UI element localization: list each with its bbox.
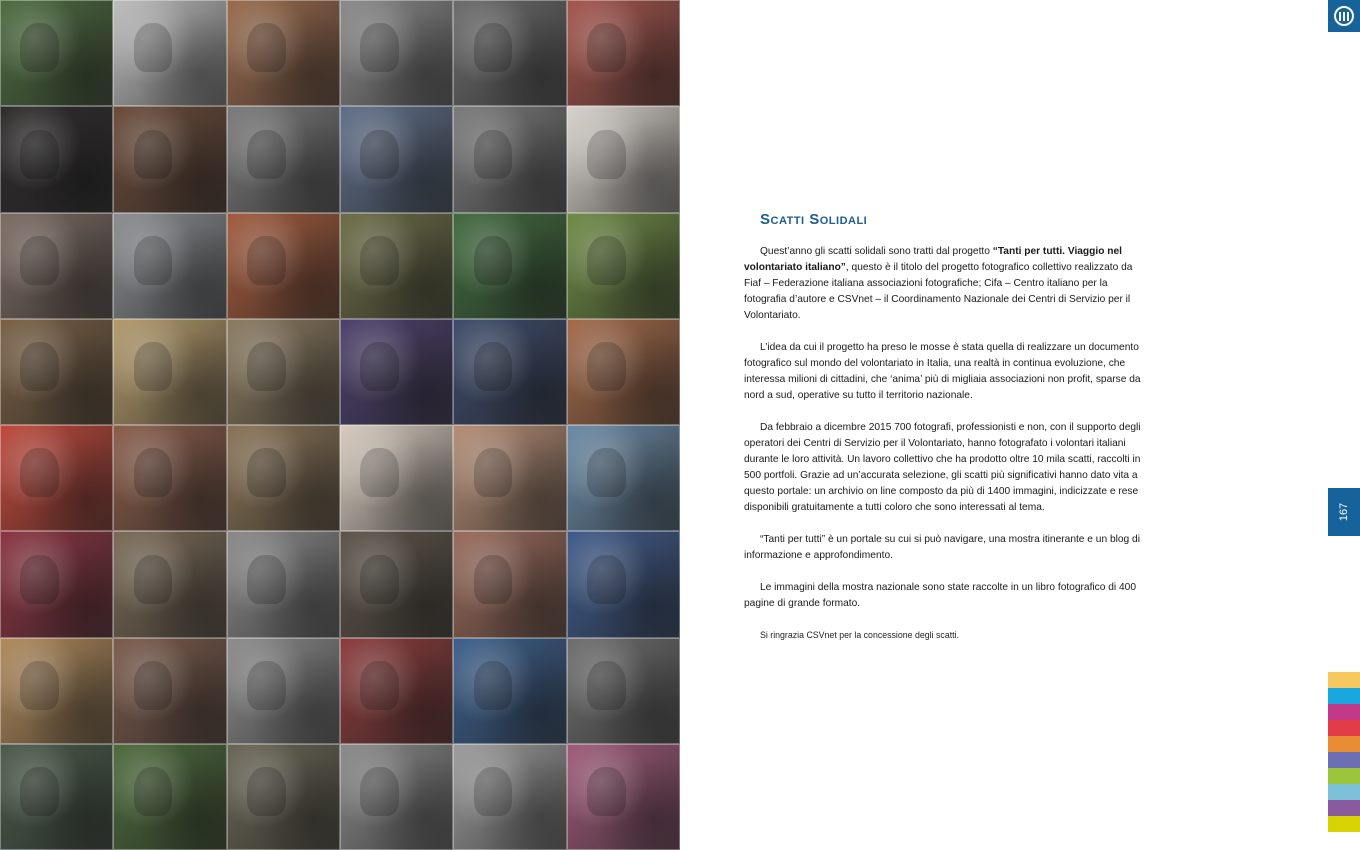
photo-tile <box>227 319 340 425</box>
photo-tile <box>453 0 566 106</box>
photo-tile <box>453 106 566 212</box>
photo-tile <box>0 531 113 637</box>
color-swatch <box>1328 784 1360 800</box>
photo-tile <box>113 0 226 106</box>
logo-bar <box>1339 12 1341 21</box>
photo-tile <box>567 213 680 319</box>
photo-tile <box>453 744 566 850</box>
page-title: Scatti Solidali <box>760 211 868 228</box>
color-swatch <box>1328 688 1360 704</box>
photo-tile <box>340 425 453 531</box>
color-swatch <box>1328 800 1360 816</box>
photo-tile <box>453 638 566 744</box>
paragraph-3: Da febbraio a dicembre 2015 700 fotografi, professionisti e non, con il supporto degli operatori dei Centri di Servizio per il Volontariato, hanno fotografato i volontari italiani durante le loro attività. Un lavoro collettivo che ha prodotto oltre 10 mila scatti, raccolti in 500 portfoli. Grazie ad un’accurata selezione, gli scatti più significativi hanno dato vita a questo portale: un archivio on line composto da più di 1400 immagini, indicizzate e rese disponibili gratuitamente a tutti coloro che sono interessati al tema. <box>744 422 1141 513</box>
photo-tile <box>453 531 566 637</box>
photo-tile <box>113 213 226 319</box>
color-swatch <box>1328 704 1360 720</box>
photo-tile <box>0 319 113 425</box>
photo-tile <box>113 106 226 212</box>
paragraph-5: Le immagini della mostra nazionale sono state raccolte in un libro fotografico di 400 pagine di grande formato. <box>744 582 1137 609</box>
photo-tile <box>227 425 340 531</box>
color-swatch <box>1328 672 1360 688</box>
project-title: “Tanti per tutti. Viaggio nel volontariato italiano” <box>744 246 1122 273</box>
photo-tile <box>340 638 453 744</box>
photo-tile <box>453 425 566 531</box>
photo-tile <box>113 638 226 744</box>
paragraph-2: L’idea da cui il progetto ha preso le mosse è stata quella di realizzare un documento fotografico sul mondo del volontariato in Italia, una realtà in continua evoluzione, che interessa milioni di cittadini, che ‘anima’ più di migliaia associazioni non profit, sparse da nord a sud, operative su tutto il territorio nazionale. <box>744 342 1141 401</box>
photo-tile <box>567 319 680 425</box>
photo-tile <box>340 0 453 106</box>
photo-tile <box>113 531 226 637</box>
photo-tile <box>227 531 340 637</box>
photo-tile <box>567 744 680 850</box>
photo-tile <box>0 744 113 850</box>
color-swatch <box>1328 816 1360 832</box>
photo-tile <box>567 106 680 212</box>
photo-tile <box>0 638 113 744</box>
photo-tile <box>227 213 340 319</box>
photo-tile <box>340 531 453 637</box>
photo-tile <box>340 319 453 425</box>
photo-tile <box>227 638 340 744</box>
logo-bar <box>1347 12 1349 21</box>
logo-ring <box>1334 6 1354 26</box>
paragraph-1-suffix: , questo è il titolo del progetto fotografico collettivo realizzato da Fiaf – Federazione italiana associazioni fotografiche; Cifa – Centro italiano per la fotografia d’autore e CSVnet – il Coordinamento Nazionale dei Centri di Servizio per il Volontariato. <box>744 262 1133 321</box>
page-number-tab <box>1328 488 1360 536</box>
pause-logo-icon <box>1328 0 1360 32</box>
color-swatch <box>1328 720 1360 736</box>
text-page <box>680 0 1360 850</box>
photo-tile <box>227 106 340 212</box>
photo-tile <box>0 425 113 531</box>
photo-tile <box>113 319 226 425</box>
photo-tile <box>340 106 453 212</box>
photo-tile <box>0 213 113 319</box>
photo-tile <box>453 319 566 425</box>
photo-tile <box>113 425 226 531</box>
photo-tile <box>340 744 453 850</box>
article-body <box>744 244 1148 628</box>
photo-tile <box>567 531 680 637</box>
paragraph-1 <box>744 244 1148 324</box>
logo-bar <box>1343 12 1345 21</box>
page-number: 167 <box>1337 502 1350 522</box>
color-swatch <box>1328 736 1360 752</box>
color-swatches <box>1328 672 1360 832</box>
color-swatch <box>1328 752 1360 768</box>
photo-tile <box>227 0 340 106</box>
color-swatch <box>1328 768 1360 784</box>
photo-tile <box>567 0 680 106</box>
photo-tile <box>567 638 680 744</box>
photo-tile <box>0 106 113 212</box>
photo-tile <box>567 425 680 531</box>
paragraph-1-prefix: Quest’anno gli scatti solidali sono tratti dal progetto <box>760 246 993 257</box>
photo-tile <box>0 0 113 106</box>
photo-tile <box>453 213 566 319</box>
photo-tile <box>227 744 340 850</box>
paragraph-4: “Tanti per tutti” è un portale su cui si può navigare, una mostra itinerante e un blog di informazione e approfondimento. <box>744 534 1140 561</box>
photo-tile <box>340 213 453 319</box>
photo-tile <box>113 744 226 850</box>
credits-note: Si ringrazia CSVnet per la concessione degli scatti. <box>760 630 960 640</box>
